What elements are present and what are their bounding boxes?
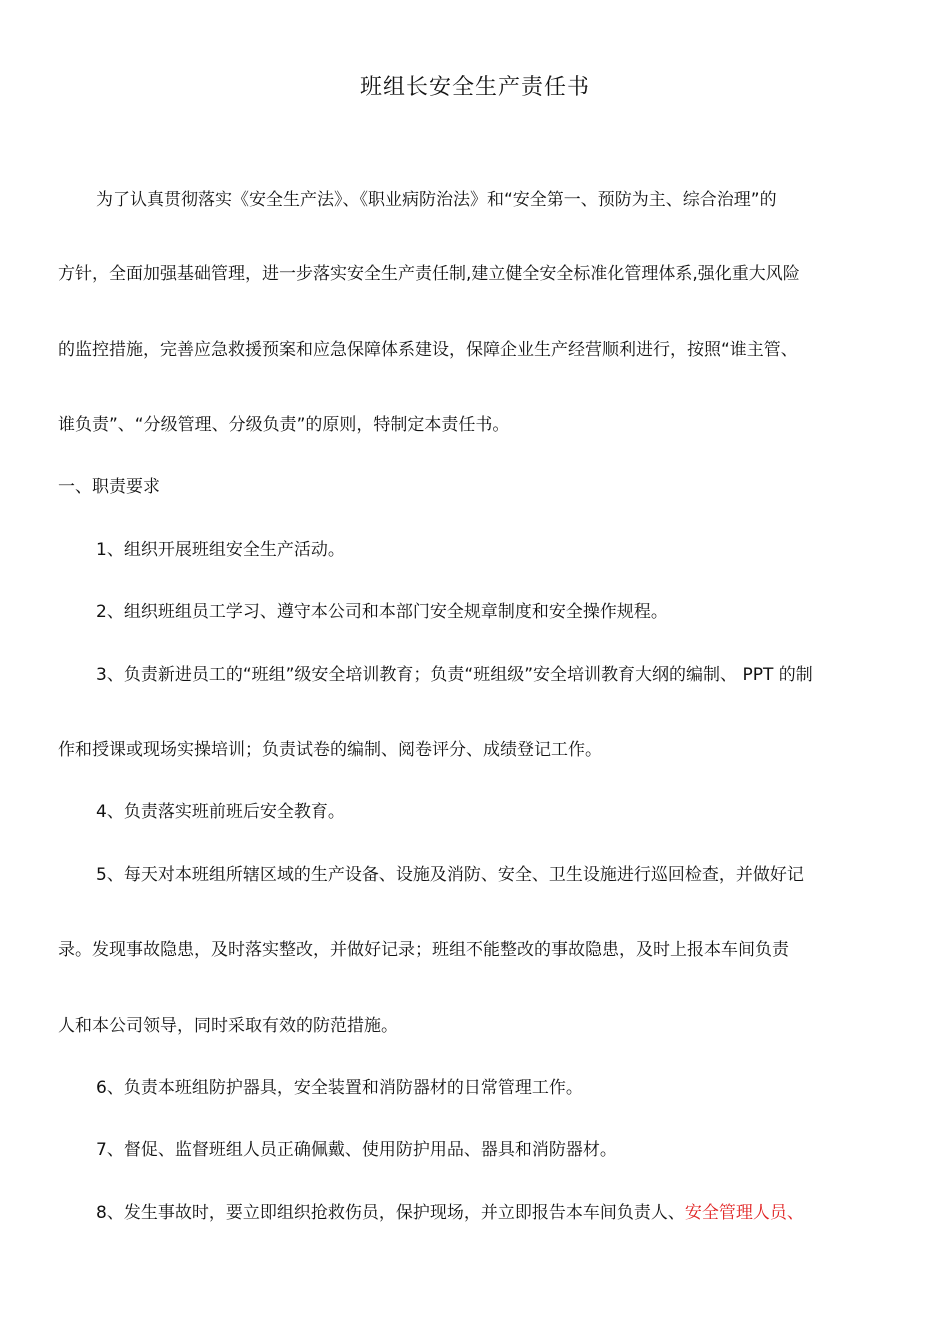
intro-line-4: 谁负责”、“分级管理、分级负责”的原则，特制定本责任书。 [58, 415, 510, 435]
duty-item-8-text: 8、发生事故时，要立即组织抢救伤员，保护现场，并立即报告本车间负责人、 [96, 1203, 685, 1223]
document-title: 班组长安全生产责任书 [359, 75, 590, 100]
duty-item-3-line-2: 作和授课或现场实操培训；负责试卷的编制、阅卷评分、成绩登记工作。 [58, 740, 602, 760]
duty-item-8-highlight: 安全管理人员、 [684, 1203, 804, 1223]
duty-item-2: 2、组织班组员工学习、遵守本公司和本部门安全规章制度和安全操作规程。 [96, 602, 668, 622]
duty-item-5-line-1: 5、每天对本班组所辖区域的生产设备、设施及消防、安全、卫生设施进行巡回检查，并做好记 [96, 865, 804, 885]
duty-item-1: 1、组织开展班组安全生产活动。 [96, 540, 345, 560]
duty-item-6: 6、负责本班组防护器具，安全装置和消防器材的日常管理工作。 [96, 1078, 583, 1098]
duty-item-8 [96, 1201, 896, 1225]
duty-item-4: 4、负责落实班前班后安全教育。 [96, 802, 345, 822]
intro-line-2: 方针，全面加强基础管理，进一步落实安全生产责任制,建立健全安全标准化管理体系,强化重大风险 [58, 264, 800, 284]
section-heading: 一、职责要求 [58, 477, 160, 497]
duty-item-7: 7、督促、监督班组人员正确佩戴、使用防护用品、器具和消防器材。 [96, 1140, 617, 1160]
duty-item-3-line-1: 3、负责新进员工的“班组”级安全培训教育；负责“班组级”安全培训教育大纲的编制、 PPT 的制 [96, 665, 813, 685]
intro-line-3: 的监控措施，完善应急救援预案和应急保障体系建设，保障企业生产经营顺利进行，按照“谁主管、 [58, 340, 798, 360]
intro-line-1: 为了认真贯彻落实《安全生产法》、《职业病防治法》和“安全第一、预防为主、综合治理”的 [96, 190, 777, 210]
duty-item-5-line-2: 录。发现事故隐患，及时落实整改，并做好记录；班组不能整改的事故隐患，及时上报本车间负责 [58, 940, 789, 960]
duty-item-5-line-3: 人和本公司领导，同时采取有效的防范措施。 [58, 1016, 398, 1036]
